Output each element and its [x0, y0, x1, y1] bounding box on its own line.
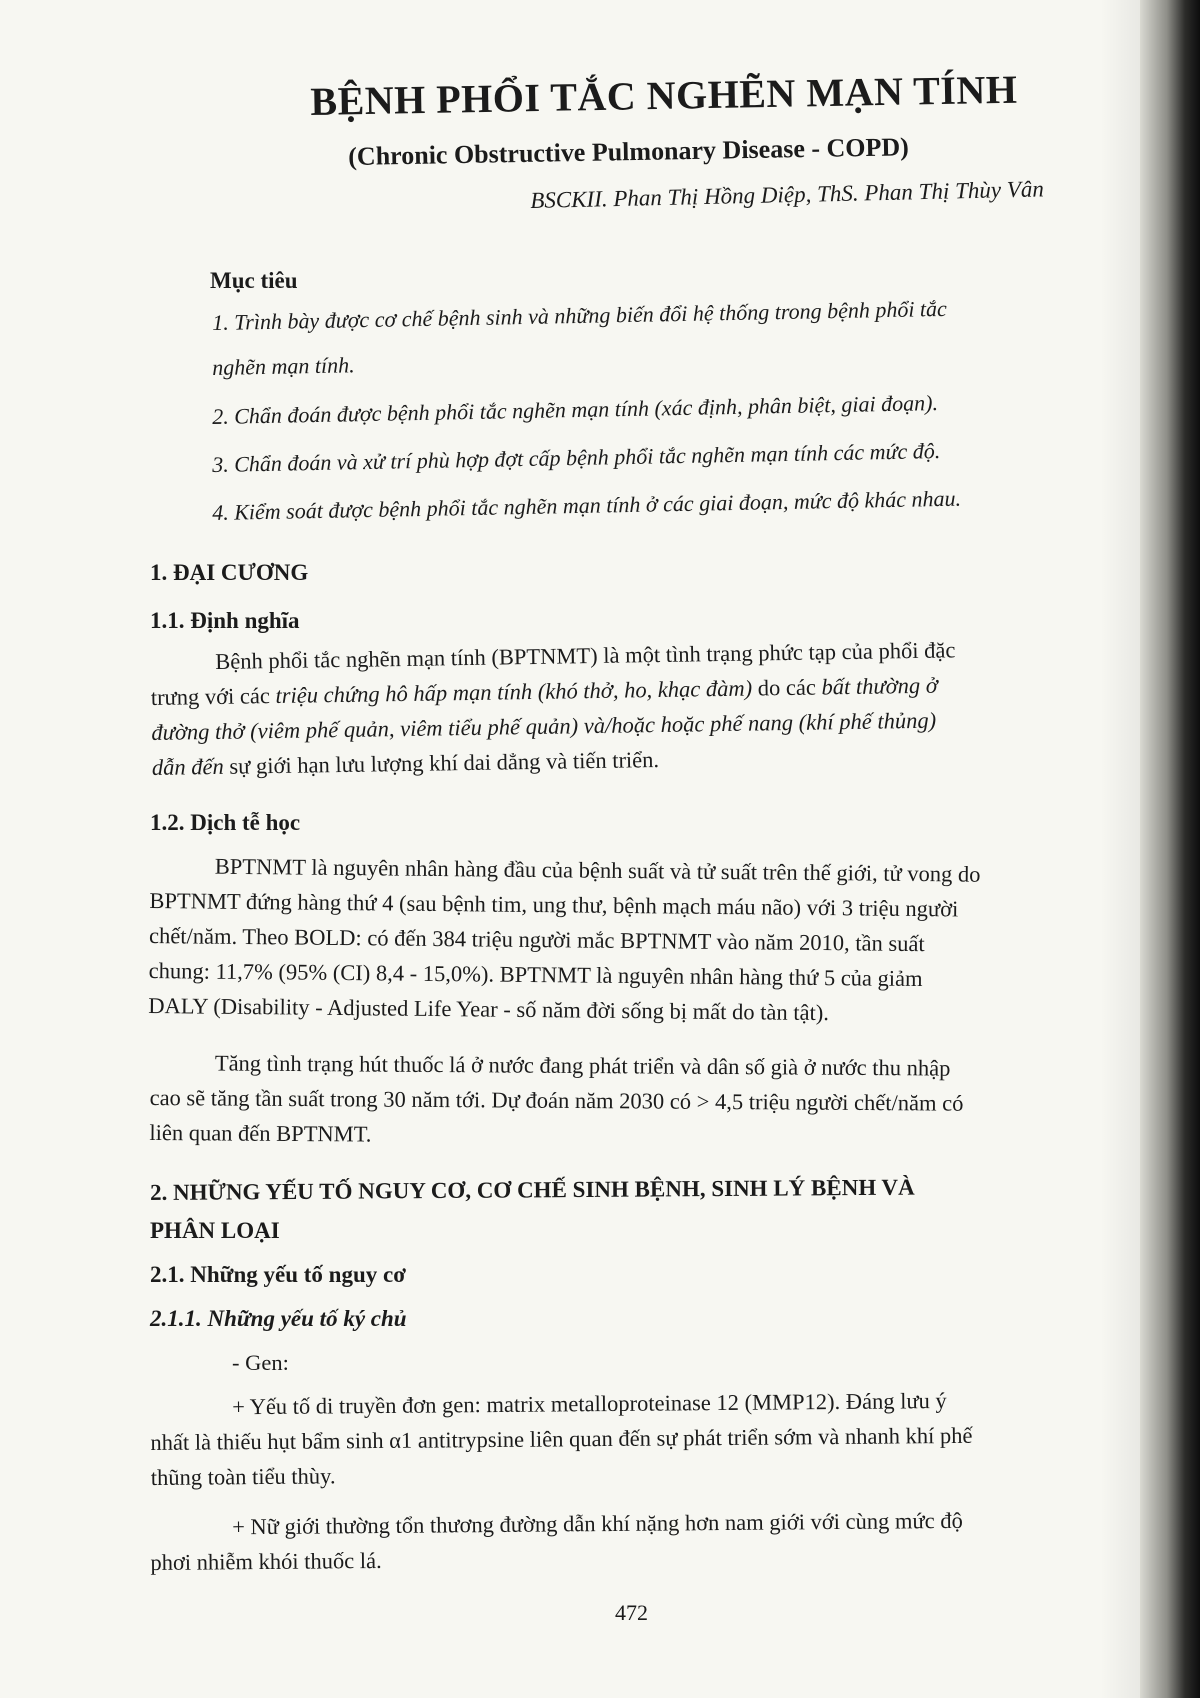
epidemiology-paragraph: BPTNMT là nguyên nhân hàng đầu của bệnh suất và tử suất trên thế giới, tử vong do BPTNMT đứng hàng thứ 4 (sau bệnh tim, ung thư, bệnh mạch máu não) với 3 triệu người chết/năm. Theo BOLD: có đến 384 triệu người mắc BPTNMT vào năm 2010, tần suất chung: 11,7% (95% (CI) 8,4 - 15,0%). BPTNMT là nguyên nhân hàng thứ 5 của giảm DALY (Disability - Adjusted Life Year - số năm đời sống bị mất do tàn tật). [148, 853, 981, 1026]
objective-item: 1. Trình bày được cơ chế bệnh sinh và những biến đổi hệ thống trong bệnh phổi tắc [212, 295, 948, 335]
authors: BSCKII. Phan Thị Hồng Diệp, ThS. Phan Thị Thùy Vân [530, 176, 1045, 213]
section-heading: 2. NHỮNG YẾU TỐ NGUY CƠ, CƠ CHẾ SINH BỆNH, SINH LÝ BỆNH VÀ [150, 1174, 915, 1205]
epidemiology-paragraph-2: Tăng tình trạng hút thuốc lá ở nước đang phát triển và dân số già ở nước thu nhập cao sẽ tăng tần suất trong 30 năm tới. Dự đoán năm 2030 có > 4,5 triệu người chết/năm có liên quan đến BPTNMT. [149, 1050, 964, 1147]
subsection-heading: 2.1. Những yếu tố nguy cơ [150, 1262, 406, 1287]
gen-label: - Gen: [232, 1350, 289, 1375]
subsection-heading: 1.1. Định nghĩa [150, 608, 300, 633]
document-subtitle: (Chronic Obstructive Pulmonary Disease - COPD) [348, 132, 910, 171]
objectives-heading: Mục tiêu [210, 268, 298, 293]
document-title: BỆNH PHỔI TẮC NGHẼN MẠN TÍNH [310, 66, 1018, 124]
scan-edge [1140, 0, 1200, 1698]
objective-item: nghẽn mạn tính. [212, 352, 355, 380]
objective-item: 2. Chẩn đoán được bệnh phổi tắc nghẽn mạn tính (xác định, phân biệt, giai đoạn). [212, 390, 939, 429]
objective-item: 3. Chẩn đoán và xử trí phù hợp đợt cấp bệnh phổi tắc nghẽn mạn tính các mức độ. [212, 438, 941, 477]
gen-paragraph-2: + Nữ giới thường tổn thương đường dẫn khí nặng hơn nam giới với cùng mức độ phơi nhiễm khói thuốc lá. [150, 1507, 963, 1575]
subsection-heading: 1.2. Dịch tễ học [150, 810, 301, 835]
section-heading: 1. ĐẠI CƯƠNG [150, 560, 309, 585]
subsubsection-heading: 2.1.1. Những yếu tố ký chủ [150, 1306, 407, 1331]
gen-paragraph-1: + Yếu tố di truyền đơn gen: matrix metalloproteinase 12 (MMP12). Đáng lưu ý nhất là thiếu hụt bẩm sinh α1 antitrypsine liên quan đến sự phát triển sớm và nhanh khí phế thũng toàn tiểu thùy. [150, 1388, 973, 1490]
page-number: 472 [615, 1600, 648, 1625]
definition-paragraph: Bệnh phổi tắc nghẽn mạn tính (BPTNMT) là một tình trạng phức tạp của phổi đặc trưng với các triệu chứng hô hấp mạn tính (khó thở, ho, khạc đàm) do các bất thường ở đường thở (viêm phế quản, viêm tiểu phế quản) và/hoặc hoặc phế nang (khí phế thủng) dẫn đến sự giới hạn lưu lượng khí dai dẳng và tiến triển. [150, 637, 956, 780]
section-heading-cont: PHÂN LOẠI [150, 1218, 280, 1243]
objective-item: 4. Kiểm soát được bệnh phổi tắc nghẽn mạn tính ở các giai đoạn, mức độ khác nhau. [212, 485, 962, 525]
